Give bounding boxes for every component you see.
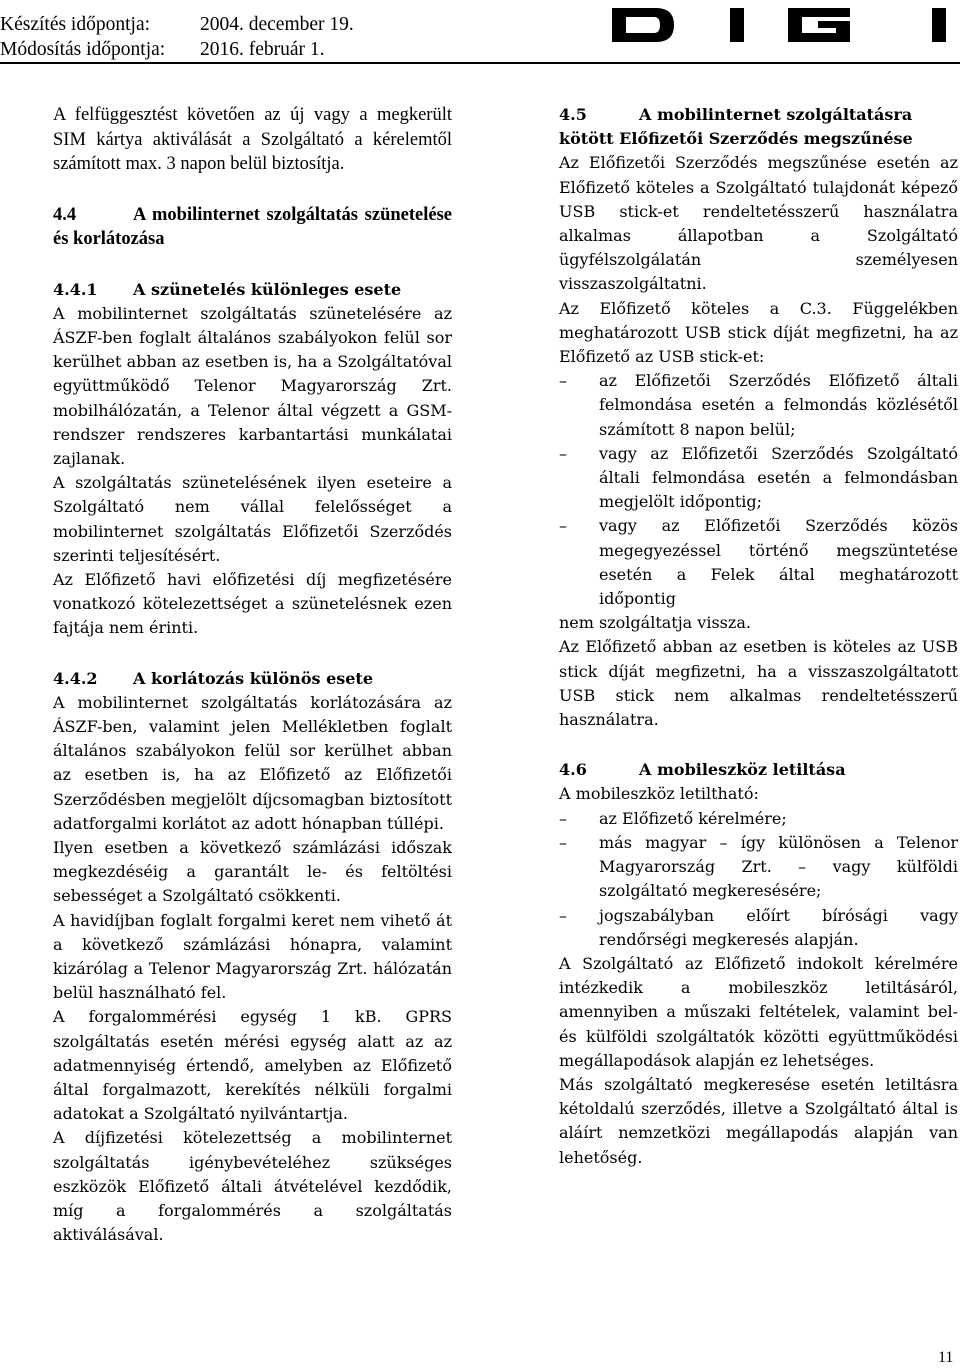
section-4-4-2-heading xyxy=(53,667,452,691)
section-4-4-number: 4.4 xyxy=(53,204,77,225)
section-4-6-title: A mobileszköz letiltása xyxy=(639,760,846,780)
dash-marker: – xyxy=(559,516,567,536)
section-4-5-title: A mobilinternet szolgáltatásra kötött Előfizetői Szerződés megszűnése xyxy=(559,105,913,149)
modified-value: 2016. február 1. xyxy=(200,39,325,60)
section-4-4-1-number: 4.4.1 xyxy=(53,279,98,299)
page-number: 11 xyxy=(938,1349,954,1366)
logo-letter-g xyxy=(788,8,850,42)
paragraph-suspension-2: A szolgáltatás szünetelésének ilyen eseteire a Szolgáltató nem vállal felelősséget a mobilinternet szolgáltatás Előfizetői Szerződés szerinti teljesítésért. xyxy=(53,473,452,565)
paragraph-suspension-1: A mobilinternet szolgáltatás szünetelésére az ÁSZF-ben foglalt általános szabályokon felül sor kerülhet abban az esetben is, ha a Szolgáltatóval együttműködő Telenor Magyarország Zrt. mobilhálózatán, a Telenor által végzett a GSM-rendszer rendszeres karbantartási munkálatai zajlanak. xyxy=(53,303,452,468)
list-item xyxy=(559,904,958,952)
left-column xyxy=(53,103,452,1247)
header-rule xyxy=(0,62,960,64)
list-item xyxy=(559,807,958,831)
created-value: 2004. december 19. xyxy=(200,14,354,35)
dash-marker: – xyxy=(559,808,567,828)
logo-letter-d xyxy=(612,8,674,42)
list-item xyxy=(559,369,958,442)
paragraph-suspension-3: Az Előfizető havi előfizetési díj megfizetésére vonatkozó kötelezettséget a szünetelésnek ezen fajtája nem érinti. xyxy=(53,569,452,638)
paragraph-limit-5: A díjfizetési kötelezettség a mobilinternet szolgáltatás igénybevételéhez szükséges eszközök Előfizető általi átvételével kezdődik, míg a forgalommérés a szolgáltatás aktiválásával. xyxy=(53,1128,452,1245)
digi-logo xyxy=(612,6,948,44)
list-item-text: más magyar – így különösen a Telenor Magyarország Zrt. – vagy külföldi szolgáltató megkeresésére; xyxy=(599,832,958,901)
created-row xyxy=(0,12,354,37)
logo-letter-i1 xyxy=(730,8,744,42)
dash-marker: – xyxy=(559,905,567,925)
list-item-text: az Előfizető kérelmére; xyxy=(599,808,787,828)
section-4-4-heading xyxy=(53,203,452,252)
list-item-text: vagy az Előfizetői Szerződés Szolgáltató általi felmondása esetén a felmondásban megjelölt időpontig; xyxy=(599,443,958,512)
section-4-5-heading xyxy=(559,103,958,151)
paragraph-termination-3: nem szolgáltatja vissza. xyxy=(559,613,751,633)
section-4-4-title: A mobilinternet szolgáltatás szünetelése és korlátozása xyxy=(53,204,452,249)
termination-list xyxy=(559,369,958,611)
paragraph-termination-2: Az Előfizető köteles a C.3. Függelékben meghatározott USB stick díját megfizetni, ha az Előfizető az USB stick-et: xyxy=(559,298,958,367)
list-item-text: vagy az Előfizetői Szerződés közös megegyezéssel történő megszüntetése esetén a Felek által meghatározott időpontig xyxy=(599,516,958,609)
section-4-6-number: 4.6 xyxy=(559,760,587,780)
list-item-text: jogszabályban előírt bírósági vagy rendőrségi megkeresés alapján. xyxy=(599,905,958,949)
paragraph-termination-4: Az Előfizető abban az esetben is köteles az USB stick díját megfizetni, ha a visszaszolgáltatott USB stick nem alkalmas rendeltetésszerű használatra. xyxy=(559,637,958,730)
dash-marker: – xyxy=(559,371,567,391)
modified-label: Módosítás időpontja: xyxy=(0,39,166,60)
list-item-text: az Előfizetői Szerződés Előfizető általi felmondása esetén a felmondás közlésétől számított 8 napon belül; xyxy=(599,371,958,439)
list-item xyxy=(559,442,958,515)
block-list xyxy=(559,807,958,952)
dash-marker: – xyxy=(559,443,567,463)
logo-letter-i2 xyxy=(932,8,946,42)
list-item xyxy=(559,514,958,611)
dash-marker: – xyxy=(559,832,567,852)
section-4-4-2-title: A korlátozás különös esete xyxy=(133,668,373,688)
paragraph-limit-2: Ilyen esetben a következő számlázási időszak megkezdéséig a garantált le- és feltöltési sebességet a Szolgáltató csökkenti. xyxy=(53,837,452,906)
paragraph-block-1: A mobileszköz letiltható: xyxy=(559,784,759,804)
section-4-4-1-title: A szünetelés különleges esete xyxy=(133,279,402,299)
section-4-4-1-heading xyxy=(53,278,452,302)
section-4-4-2-number: 4.4.2 xyxy=(53,668,98,688)
right-column xyxy=(559,103,958,1170)
paragraph-block-3: Más szolgáltató megkeresése esetén letiltásra kétoldalú szerződés, illetve a Szolgáltató által is aláírt nemzetközi megállapodás alapján van lehetőség. xyxy=(559,1074,958,1167)
list-item xyxy=(559,831,958,904)
document-header xyxy=(0,12,354,62)
paragraph-block-2: A Szolgáltató az Előfizető indokolt kérelmére intézkedik a mobileszköz letiltásáról, amennyiben a műszaki feltételek, valamint bel- és külföldi szolgáltatók közötti együttműködési megállapodások alapján ez lehetséges. xyxy=(559,953,958,1070)
created-label: Készítés időpontja: xyxy=(0,14,151,35)
modified-row xyxy=(0,37,354,62)
paragraph-limit-1: A mobilinternet szolgáltatás korlátozására az ÁSZF-ben, valamint jelen Mellékletben foglalt általános szabályokon felül sor kerülhet abban az esetben is, ha az Előfizető az Előfizetői Szerződésben megjelölt díjcsomagban biztosított adatforgalmi korlátot az adott hónapban túllépi. xyxy=(53,692,452,833)
paragraph-limit-3: A havidíjban foglalt forgalmi keret nem vihető át a következő számlázási hónapra, valamint kizárólag a Telenor Magyarország Zrt. hálózatán belül használható fel. xyxy=(53,910,452,1003)
section-4-6-heading xyxy=(559,758,958,782)
paragraph-limit-4: A forgalommérési egység 1 kB. GPRS szolgáltatás esetén mérési egység alatt az az adatmennyiség értendő, amelyben az Előfizető által forgalmazott, kerekítés nélküli forgalmi adatokat a Szolgáltató nyilvántartja. xyxy=(53,1007,452,1124)
paragraph-termination-1: Az Előfizetői Szerződés megszűnése esetén az Előfizető köteles a Szolgáltató tulajdonát képező USB stick-et rendeltetésszerű használatra alkalmas állapotban a Szolgáltató ügyfélszolgálatán személyesen visszaszolgáltatni. xyxy=(559,153,958,294)
section-4-5-number: 4.5 xyxy=(559,105,587,124)
intro-paragraph: A felfüggesztést követően az új vagy a megkerült SIM kártya aktiválását a Szolgáltató a kérelemtől számított max. 3 napon belül biztosítja. xyxy=(53,105,452,174)
